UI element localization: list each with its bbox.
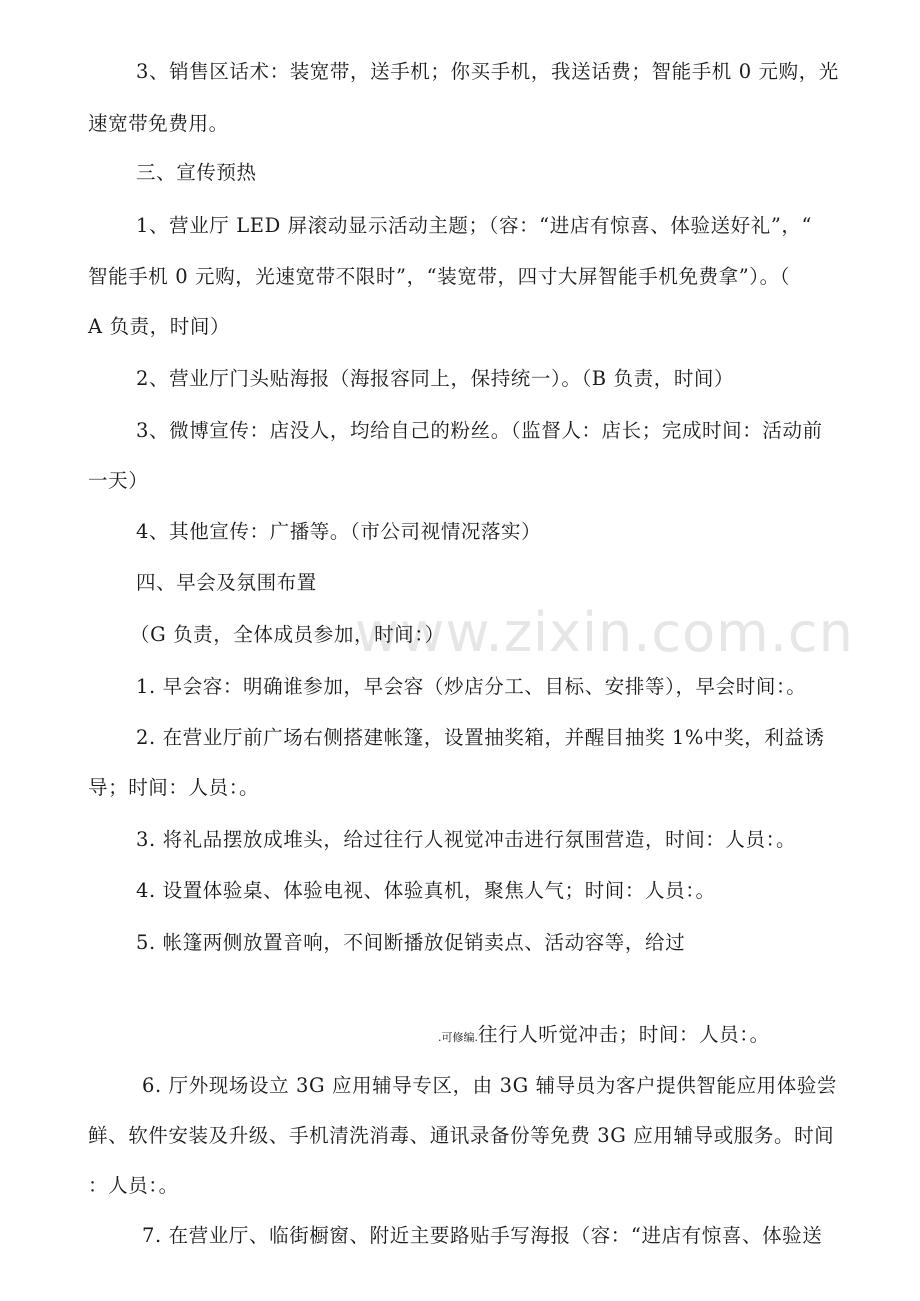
list-item: 7. 在营业厅、临街橱窗、附近主要路贴手写海报（容：“进店有惊喜、体验送 (142, 1224, 823, 1247)
list-item: 2. 在营业厅前广场右侧搭建帐篷，设置抽奖箱，并醒目抽奖 1%中奖，利益诱 (136, 726, 825, 749)
paragraph-line: 4、其他宣传：广播等。（市公司视情况落实） (136, 520, 542, 543)
paragraph-line: 2、营业厅门头贴海报（海报容同上，保持统一）。（B 负责，时间） (136, 367, 735, 390)
page-break-line (438, 1021, 770, 1052)
paragraph-line: 1、营业厅 LED 屏滚动显示活动主题；（容：“进店有惊喜、体验送好礼”，“ (136, 214, 813, 237)
list-item: 6. 厅外现场设立 3G 应用辅导专区，由 3G 辅导员为客户提供智能应用体验尝 (142, 1074, 838, 1097)
list-item-continuation: 导；时间：人员：。 (88, 776, 260, 799)
editable-note: .可修编. (438, 1031, 478, 1044)
paragraph-line: A 负责，时间） (88, 315, 231, 338)
paragraph-line: 智能手机 0 元购，光速宽带不限时”，“装宽带，四寸大屏智能手机免费拿”）。（ (88, 265, 791, 288)
paragraph-line: 3、销售区话术：装宽带，送手机；你买手机，我送话费；智能手机 0 元购，光 (136, 60, 839, 83)
list-item: 3. 将礼品摆放成堆头，给过往行人视觉冲击进行氛围营造，时间：人员：。 (136, 828, 797, 851)
section-heading: 三、宣传预热 (136, 161, 257, 184)
list-item: 5. 帐篷两侧放置音响，不间断播放促销卖点、活动容等，给过 (136, 931, 686, 954)
list-item-continuation: ：人员：。 (88, 1174, 179, 1197)
paragraph-line: （G 负责，全体成员参加，时间：） (130, 623, 445, 646)
watermark-text: www.zixin.com.cn (355, 601, 854, 664)
list-item-continuation: 鲜、软件安装及升级、手机清洗消毒、通讯录备份等免费 3G 应用辅导或服务。时间 (88, 1124, 835, 1147)
paragraph-line: 一天） (88, 469, 149, 492)
list-item: 1. 早会容：明确谁参加，早会容（炒店分工、目标、安排等），早会时间：。 (136, 675, 807, 698)
section-heading: 四、早会及氛围布置 (136, 571, 317, 594)
paragraph-line: 3、微博宣传：店没人，均给自己的粉丝。（监督人：店长；完成时间：活动前 (136, 419, 823, 442)
list-item: 4. 设置体验桌、体验电视、体验真机，聚焦人气；时间：人员：。 (136, 879, 716, 902)
paragraph-line: 速宽带免费用。 (88, 112, 229, 135)
list-item-continuation: 往行人听觉冲击；时间：人员：。 (478, 1023, 770, 1046)
